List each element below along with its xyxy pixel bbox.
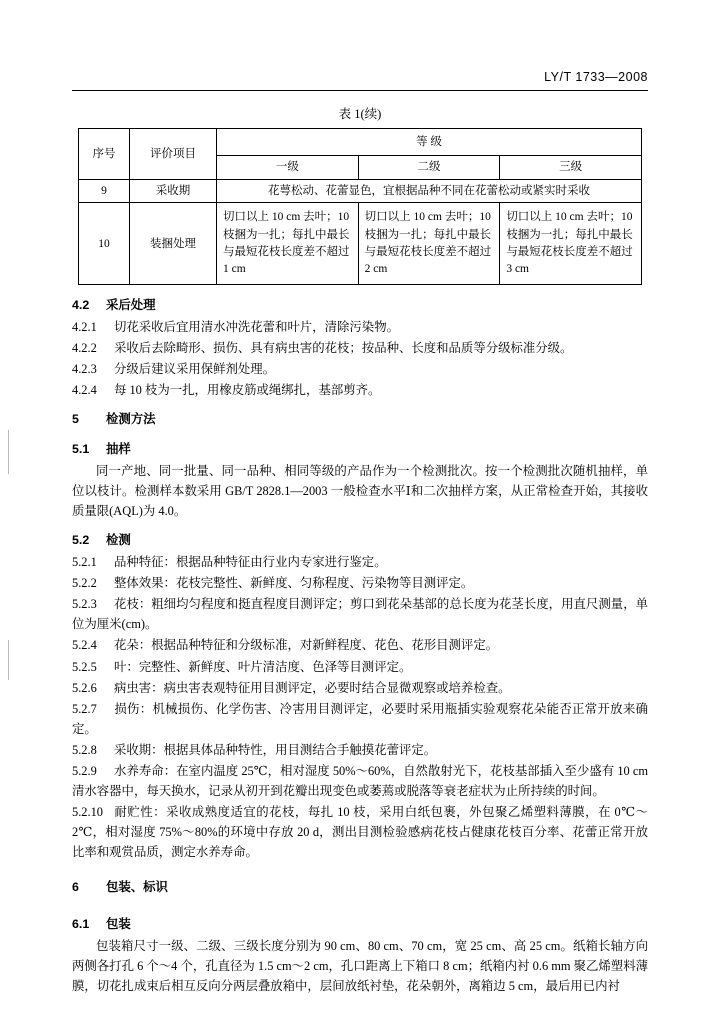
clause-number: 4.2.1: [72, 320, 97, 335]
section-heading: [72, 877, 648, 897]
section-number: 5.1: [72, 441, 90, 456]
clause-number: 4.2.2: [72, 341, 97, 356]
section-heading: [72, 295, 648, 315]
clause-paragraph: [72, 802, 648, 862]
table-header-row: [79, 129, 642, 156]
cell-row-merged: 花萼松动、花蕾显色，宜根据品种不同在花蕾松动或紧实时采收: [217, 179, 642, 203]
spacer: [72, 900, 648, 905]
section-number: 5.2: [72, 532, 90, 547]
header-cell-grade-group: 等 级: [217, 129, 642, 156]
clause-number: 5.2.2: [72, 576, 97, 591]
clause-text: 整体效果：花枝完整性、新鲜度、匀称程度、污染物等目测评定。: [114, 576, 474, 591]
clause-number: 5.2.5: [72, 659, 97, 674]
clause-number: 4.2.3: [72, 362, 97, 377]
header-cell-grade1: 一级: [217, 156, 359, 180]
section-title-text: 检测方法: [106, 412, 156, 427]
table-caption: 表 1(续): [338, 107, 382, 121]
spacer: [72, 863, 648, 868]
clause-number: 5.2.4: [72, 638, 97, 653]
section-heading: [72, 439, 648, 459]
clause-text: 花枝：粗细均匀程度和挺直程度目测评定；剪口到花朵基部的总长度为花茎长度，用直尺测量，单位为厘米(cm)。: [72, 597, 648, 632]
cell-row-grade1: 切口以上 10 cm 去叶；10 枝捆为一扎；每扎中最长与最短花枝长度差不超过 1 cm: [217, 203, 359, 285]
section-heading: [72, 914, 648, 934]
section-heading: [72, 409, 648, 429]
section-heading: [72, 530, 648, 550]
clause-number: 5.2.8: [72, 742, 97, 757]
section-title-text: 采后处理: [106, 298, 156, 312]
clause-text: 病虫害：病虫害表观特征用目测评定，必要时结合显微观察或培养检查。: [114, 680, 511, 695]
clause-text: 采收期：根据具体品种特性，用目测结合手触摸花蕾评定。: [114, 742, 437, 757]
clause-number: 5.2.7: [72, 701, 97, 716]
header-cell-grade3: 三级: [500, 156, 642, 180]
clause-text: 品种特征：根据品种特征由行业内专家进行鉴定。: [114, 555, 387, 570]
clause-paragraph: [72, 635, 648, 655]
header-cell-item: 评价项目: [130, 129, 217, 180]
page-edge-mark: [8, 640, 9, 680]
clause-paragraph: [72, 594, 648, 634]
table-row: [79, 203, 642, 285]
clause-text: 分级后建议采用保鲜剂处理。: [114, 362, 276, 377]
clause-text: 花朵：根据品种特征和分级标准，对新鲜程度、花色、花形目测评定。: [114, 638, 499, 653]
clause-number: 5.2.9: [72, 763, 97, 778]
body-paragraph: 同一产地、同一批量、同一品种、相同等级的产品作为一个检测批次。按一个检测批次随机抽样，单位以枝计。检测样本数采用 GB/T 2828.1—2003 一般检查水平Ⅰ和二次抽样方案，从正常检查开始，其接收质量限(AQL)为 4.0。: [72, 463, 648, 518]
section-number: 4.2: [72, 298, 90, 312]
clause-paragraph: [72, 678, 648, 698]
clause-text: 叶：完整性、新鲜度、叶片清洁度、色泽等目测评定。: [114, 659, 412, 674]
body-paragraph: 包装箱尺寸一级、二级、三级长度分别为 90 cm、80 cm、70 cm，宽 25 cm、高 25 cm。纸箱长轴方向两侧各打孔 6 个～4 个，孔直径为 1.5 cm～2 cm，孔口距离上下箱口 8 cm；纸箱内衬 0.6 mm 聚乙烯塑料薄膜，切花扎成束后相互反向分两层叠放箱中，层间放纸衬垫，花朵朝外，离箱边 5 cm，最后用已内衬: [72, 938, 648, 993]
grade-table: [78, 128, 642, 285]
clause-paragraph: [72, 317, 648, 337]
clause-paragraph: [72, 359, 648, 379]
page-header-standard-number: LY/T 1733—2008: [544, 70, 648, 84]
cell-row-grade3: 切口以上 10 cm 去叶；10 枝捆为一扎；每扎中最长与最短花枝长度差不超过 3 cm: [500, 203, 642, 285]
clause-paragraph: [72, 761, 648, 801]
cell-row-no: 9: [79, 179, 130, 203]
clause-text: 每 10 枝为一扎，用橡皮筋或绳绑扎，基部剪齐。: [114, 383, 381, 398]
section-number: 5: [72, 412, 79, 427]
clause-number: 4.2.4: [72, 383, 97, 398]
clause-text: 耐贮性：采收成熟度适宜的花枝，每扎 10 枝，采用白纸包裹，外包聚乙烯塑料薄膜，在 0℃～2℃，相对湿度 75%～80%的环境中存放 20 d，测出目测检验感病花枝占健康花枝百分率、花蕾正常开放比率和观赏品质，测定水养寿命。: [72, 805, 648, 860]
clause-paragraph: [72, 380, 648, 400]
clause-text: 损伤：机械损伤、化学伤害、冷害用目测评定，必要时采用瓶插实验观察花朵能否正常开放来确定。: [72, 701, 648, 736]
section-title-text: 检测: [106, 532, 131, 547]
page-edge-mark: [8, 430, 9, 474]
clause-number: 5.2.10: [72, 805, 103, 820]
cell-row-item: 采收期: [130, 179, 217, 203]
clause-paragraph: [72, 573, 648, 593]
clause-paragraph: [72, 552, 648, 572]
section-title-text: 包装: [106, 916, 131, 931]
header-cell-no: 序号: [79, 129, 130, 180]
cell-row-grade2: 切口以上 10 cm 去叶；10 枝捆为一扎；每扎中最长与最短花枝长度差不超过 2 cm: [358, 203, 500, 285]
clause-number: 5.2.1: [72, 555, 97, 570]
clause-text: 水养寿命：在室内温度 25℃，相对湿度 50%～60%，自然散射光下，花枝基部插入至少盛有 10 cm 清水容器中，每天换水，记录从初开到花瓣出现变色或萎蔫或脱落等衰老症状为止所持续的时间。: [72, 763, 648, 799]
table-row: [79, 179, 642, 203]
clause-text: 切花采收后宜用清水冲洗花蕾和叶片，清除污染物。: [114, 320, 399, 335]
section-title-text: 抽样: [106, 441, 131, 456]
cell-row-no: 10: [79, 203, 130, 285]
section-number: 6.1: [72, 916, 90, 931]
clause-number: 5.2.3: [72, 597, 97, 612]
clause-paragraph: [72, 338, 648, 358]
clause-paragraph: [72, 657, 648, 677]
header-divider: [72, 90, 648, 91]
clause-paragraph: [72, 740, 648, 760]
clause-text: 采收后去除畸形、损伤、具有病虫害的花枝；按品种、长度和品质等分级标准分级。: [114, 341, 573, 356]
section-number: 6: [72, 880, 79, 895]
clause-number: 5.2.6: [72, 680, 97, 695]
document-body: [72, 286, 648, 997]
clause-paragraph: [72, 699, 648, 739]
section-title-text: 包装、标识: [106, 880, 168, 895]
header-cell-grade2: 二级: [358, 156, 500, 180]
cell-row-item: 装捆处理: [130, 203, 217, 285]
